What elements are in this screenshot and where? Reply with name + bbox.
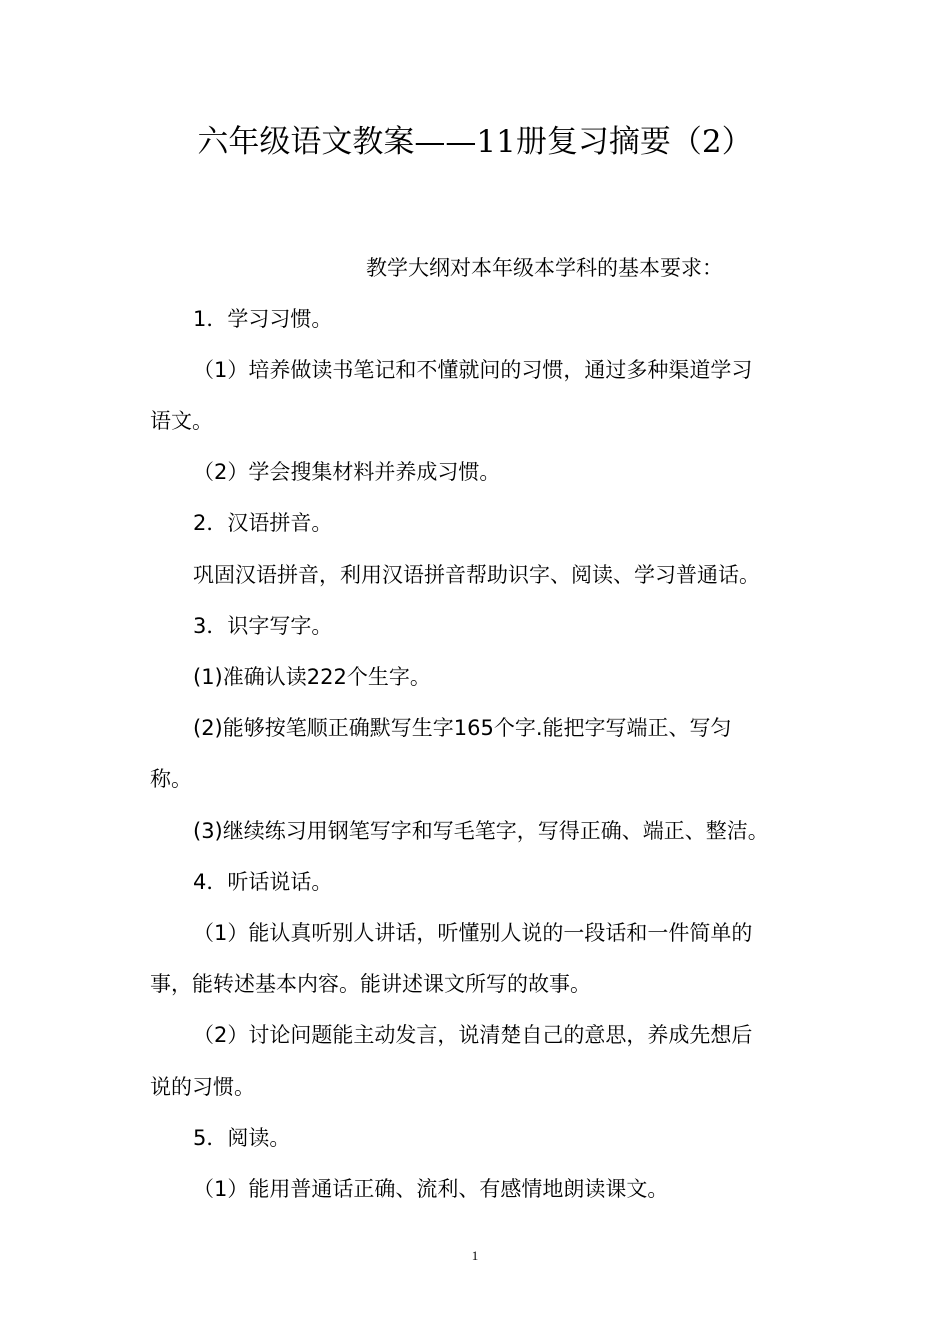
section-heading-1: 1．学习习惯。 (193, 307, 333, 331)
paragraph-line: (1)准确认读222个生字。 (193, 665, 431, 689)
section-heading-4: 4．听话说话。 (193, 870, 333, 894)
paragraph-line: （2）讨论问题能主动发言，说清楚自己的意思，养成先想后 (193, 1023, 753, 1047)
paragraph-line: (3)继续练习用钢笔写字和写毛笔字，写得正确、端正、整洁。 (193, 819, 769, 843)
document-title: 六年级语文教案——11册复习摘要（2） (197, 124, 753, 160)
section-heading-3: 3．识字写字。 (193, 614, 333, 638)
paragraph-line: 事，能转述基本内容。能讲述课文所写的故事。 (150, 972, 591, 996)
paragraph-line: （1）能认真听别人讲话，听懂别人说的一段话和一件简单的 (193, 921, 753, 945)
paragraph-line: 语文。 (150, 409, 213, 433)
section-heading-2: 2．汉语拼音。 (193, 511, 333, 535)
paragraph-line: （1）能用普通话正确、流利、有感情地朗读课文。 (193, 1177, 669, 1201)
paragraph-line: 称。 (150, 767, 192, 791)
intro-line: 教学大纲对本年级本学科的基本要求： (366, 256, 723, 280)
section-heading-5: 5．阅读。 (193, 1126, 291, 1150)
paragraph-line: (2)能够按笔顺正确默写生字165个字.能把字写端正、写匀 (193, 716, 732, 740)
paragraph-line: 巩固汉语拼音，利用汉语拼音帮助识字、阅读、学习普通话。 (193, 563, 760, 587)
paragraph-line: 说的习惯。 (150, 1075, 255, 1099)
page-number: 1 (471, 1248, 479, 1263)
paragraph-line: （1）培养做读书笔记和不懂就问的习惯，通过多种渠道学习 (193, 358, 753, 382)
paragraph-line: （2）学会搜集材料并养成习惯。 (193, 460, 501, 484)
